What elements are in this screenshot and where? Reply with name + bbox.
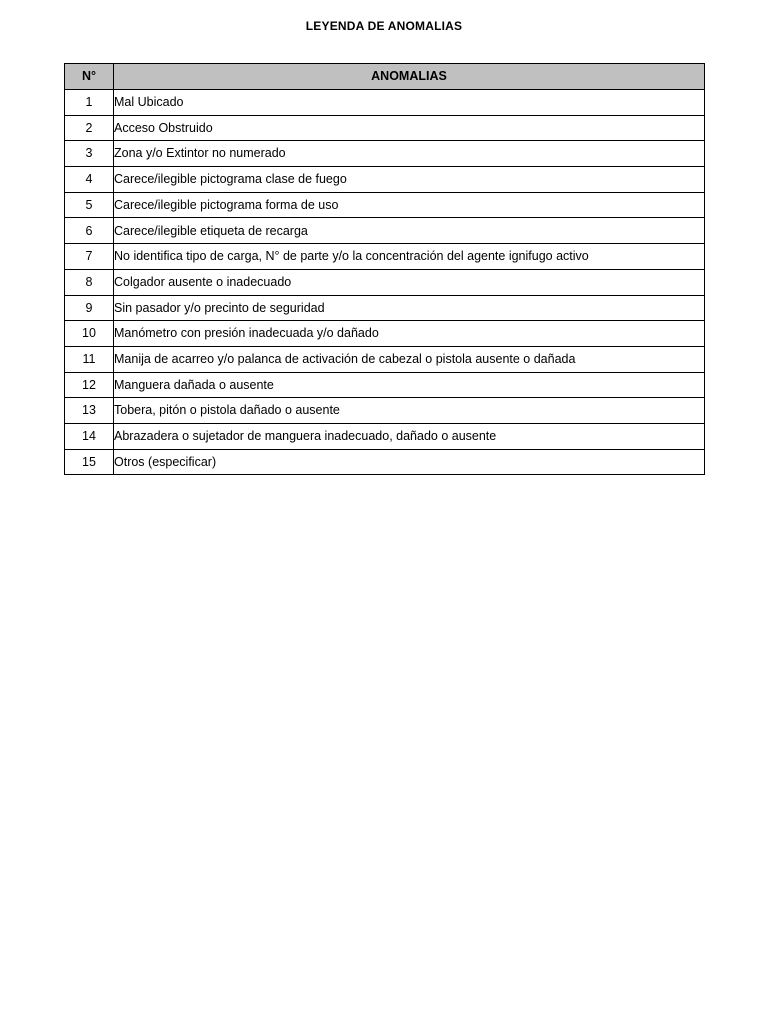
row-number: 3	[65, 141, 114, 167]
anomaly-column-header: ANOMALIAS	[114, 64, 705, 90]
row-anomaly: Manija de acarreo y/o palanca de activación de cabezal o pistola ausente o dañada	[114, 346, 705, 372]
row-number: 2	[65, 115, 114, 141]
row-number: 11	[65, 346, 114, 372]
row-number: 5	[65, 192, 114, 218]
row-number: 8	[65, 269, 114, 295]
number-column-header: N°	[65, 64, 114, 90]
row-anomaly: Manguera dañada o ausente	[114, 372, 705, 398]
page-title: LEYENDA DE ANOMALIAS	[305, 19, 463, 33]
row-anomaly: Zona y/o Extintor no numerado	[114, 141, 705, 167]
row-anomaly: Tobera, pitón o pistola dañado o ausente	[114, 398, 705, 424]
table-row	[65, 295, 705, 321]
row-number: 6	[65, 218, 114, 244]
row-anomaly: No identifica tipo de carga, N° de parte y/o la concentración del agente ignifugo activo	[114, 244, 705, 270]
table-header-row	[65, 64, 705, 90]
table-row	[65, 192, 705, 218]
table-row	[65, 141, 705, 167]
row-number: 10	[65, 321, 114, 347]
table-row	[65, 244, 705, 270]
row-anomaly: Manómetro con presión inadecuada y/o dañado	[114, 321, 705, 347]
table-row	[65, 423, 705, 449]
table-row	[65, 218, 705, 244]
row-number: 15	[65, 449, 114, 475]
row-number: 14	[65, 423, 114, 449]
row-anomaly: Carece/ilegible etiqueta de recarga	[114, 218, 705, 244]
row-number: 7	[65, 244, 114, 270]
row-anomaly: Mal Ubicado	[114, 90, 705, 116]
row-number: 1	[65, 90, 114, 116]
row-anomaly: Sin pasador y/o precinto de seguridad	[114, 295, 705, 321]
row-number: 13	[65, 398, 114, 424]
table-row	[65, 398, 705, 424]
table-row	[65, 372, 705, 398]
table-row	[65, 115, 705, 141]
row-number: 12	[65, 372, 114, 398]
row-number: 9	[65, 295, 114, 321]
row-anomaly: Abrazadera o sujetador de manguera inadecuado, dañado o ausente	[114, 423, 705, 449]
row-anomaly: Colgador ausente o inadecuado	[114, 269, 705, 295]
row-anomaly: Carece/ilegible pictograma forma de uso	[114, 192, 705, 218]
row-number: 4	[65, 167, 114, 193]
row-anomaly: Acceso Obstruido	[114, 115, 705, 141]
table-row	[65, 449, 705, 475]
table-row	[65, 269, 705, 295]
table-row	[65, 167, 705, 193]
anomalies-table	[64, 63, 705, 475]
table-row	[65, 321, 705, 347]
table-row	[65, 90, 705, 116]
table-row	[65, 346, 705, 372]
row-anomaly: Carece/ilegible pictograma clase de fuego	[114, 167, 705, 193]
row-anomaly: Otros (especificar)	[114, 449, 705, 475]
